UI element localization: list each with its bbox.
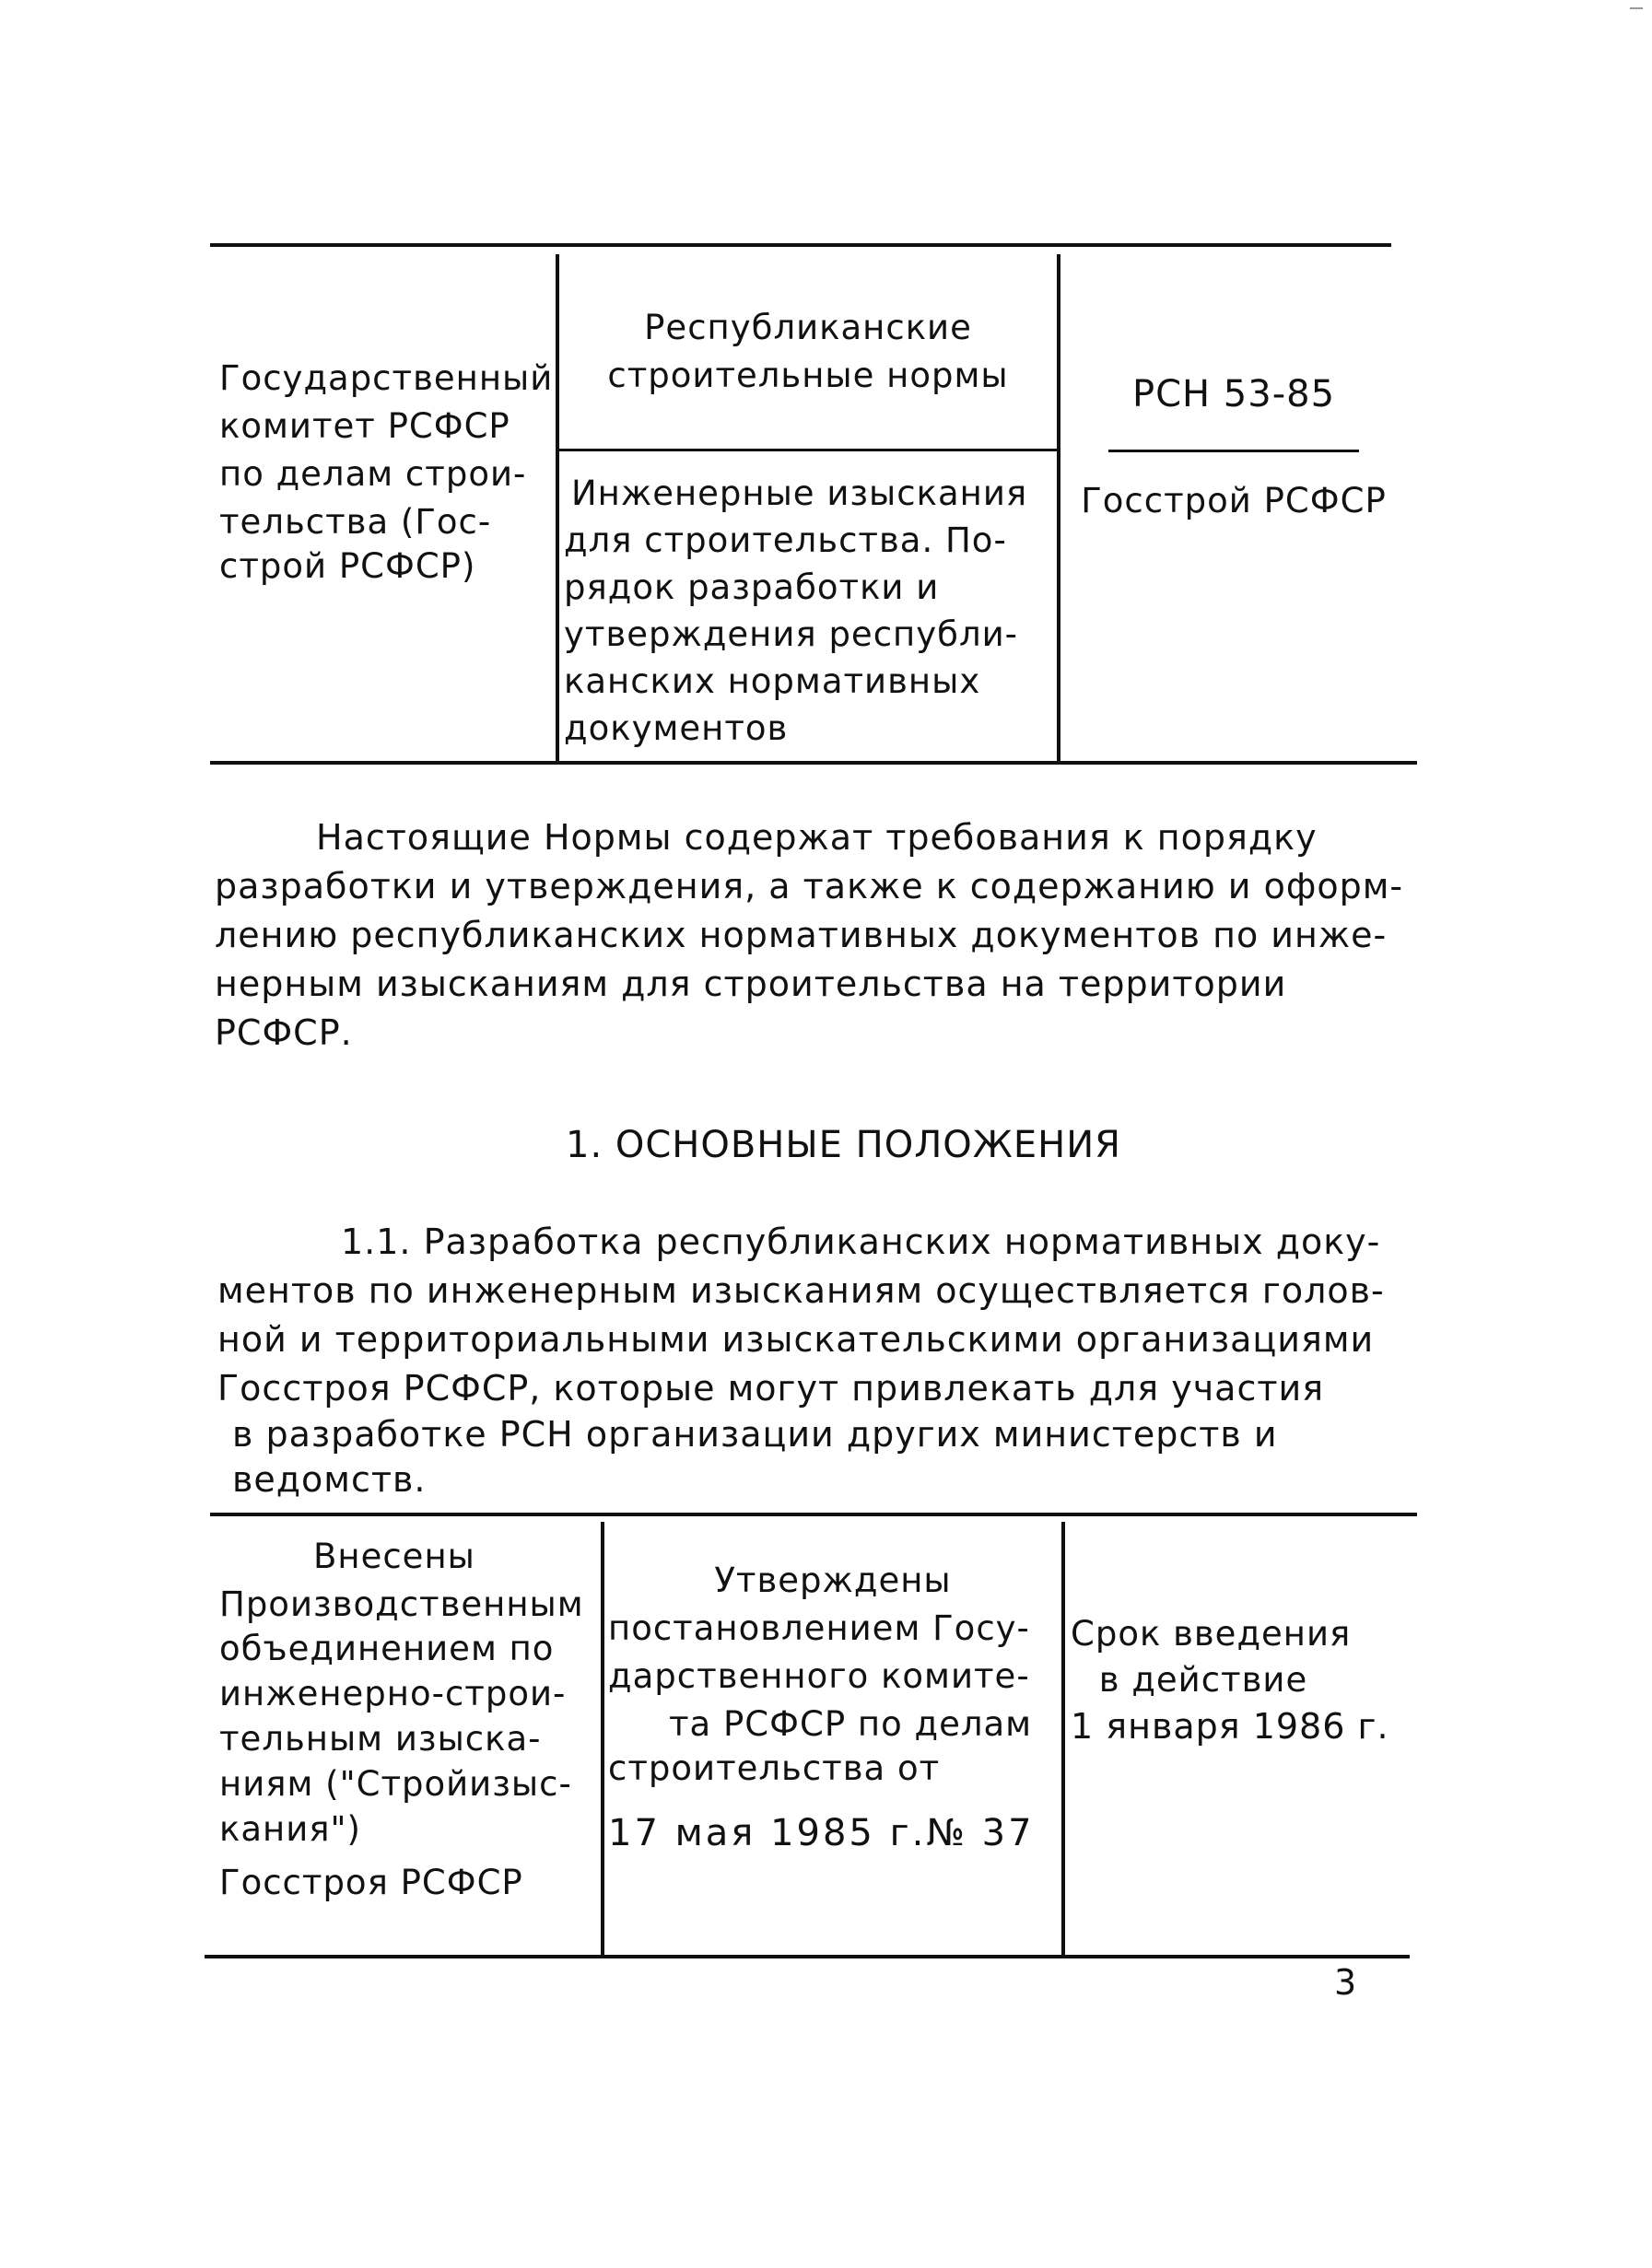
footer-table-divider-2	[1061, 1522, 1065, 1957]
para-line: Госстроя РСФСР, которые могут привлекать для участия	[217, 1368, 1325, 1409]
org-line: Государственный	[219, 358, 554, 398]
submitted-line: инженерно-строи-	[219, 1674, 567, 1713]
org-line: тельства (Гос-	[219, 502, 492, 542]
header-middle-rule	[559, 449, 1057, 451]
submitted-line: ниям ("Стройизыс-	[219, 1764, 572, 1804]
approved-line: 17 мая 1985 г.№ 37	[608, 1812, 1035, 1854]
header-table-top-rule	[210, 243, 1391, 247]
org-line: комитет РСФСР	[219, 406, 510, 446]
para-line: ментов по инженерным изысканиям осуществляется голов-	[217, 1270, 1385, 1311]
corner-mark	[1630, 7, 1643, 9]
title-line: канских нормативных	[564, 661, 981, 701]
effective-line: 1 января 1986 г.	[1071, 1706, 1389, 1747]
para-line: ной и территориальными изыскательскими организациями	[217, 1319, 1375, 1360]
section-title: 1. ОСНОВНЫЕ ПОЛОЖЕНИЯ	[566, 1124, 1121, 1166]
org-line: строй РСФСР)	[219, 546, 476, 586]
effective-line: в действие	[1098, 1660, 1308, 1700]
header-table-bottom-rule	[210, 761, 1417, 765]
footer-table-top-rule	[210, 1513, 1417, 1516]
intro-line: лению республиканских нормативных документов по инже-	[215, 915, 1388, 955]
title-line: утверждения республи-	[564, 614, 1018, 654]
intro-line: нерным изысканиям для строительства на территории	[215, 964, 1287, 1004]
para-line: 1.1. Разработка республиканских нормативных доку-	[341, 1222, 1381, 1262]
title-line: для строительства. По-	[564, 520, 1007, 560]
title-line: документов	[564, 708, 789, 748]
approved-line: постановлением Госу-	[608, 1608, 1030, 1648]
approved-line: строительства от	[608, 1748, 941, 1788]
issuer: Госстрой РСФСР	[1081, 481, 1387, 520]
footer-table-bottom-rule	[205, 1955, 1410, 1958]
intro-line: РСФСР.	[215, 1012, 353, 1053]
approved-line: Утверждены	[714, 1561, 952, 1600]
intro-line: Настоящие Нормы содержат требования к порядку	[316, 817, 1318, 858]
title-line: Инженерные изыскания	[571, 473, 1028, 513]
norm-code: РСН 53-85	[1131, 373, 1336, 415]
submitted-line: Госстроя РСФСР	[219, 1863, 523, 1902]
submitted-line: тельным изыска-	[219, 1719, 542, 1759]
submitted-line: Внесены	[313, 1537, 475, 1576]
submitted-line: Производственным	[219, 1584, 584, 1624]
approved-line: дарственного комите-	[608, 1656, 1030, 1696]
title-line: рядок разработки и	[564, 567, 940, 607]
para-line: ведомств.	[232, 1459, 427, 1500]
approved-line: та РСФСР по делам	[669, 1704, 1033, 1744]
submitted-line: кания")	[219, 1809, 361, 1849]
submitted-line: объединением по	[219, 1629, 555, 1668]
header-code-rule	[1108, 450, 1359, 452]
norms-type-line: Республиканские	[644, 308, 972, 347]
para-line: в разработке РСН организации других министерств и	[232, 1414, 1278, 1455]
intro-line: разработки и утверждения, а также к содержанию и оформ-	[215, 866, 1404, 906]
org-line: по делам строи-	[219, 454, 527, 494]
effective-line: Срок введения	[1071, 1614, 1352, 1654]
page-number: 3	[1334, 1962, 1358, 2003]
norms-type-line: строительные нормы	[607, 356, 1009, 395]
